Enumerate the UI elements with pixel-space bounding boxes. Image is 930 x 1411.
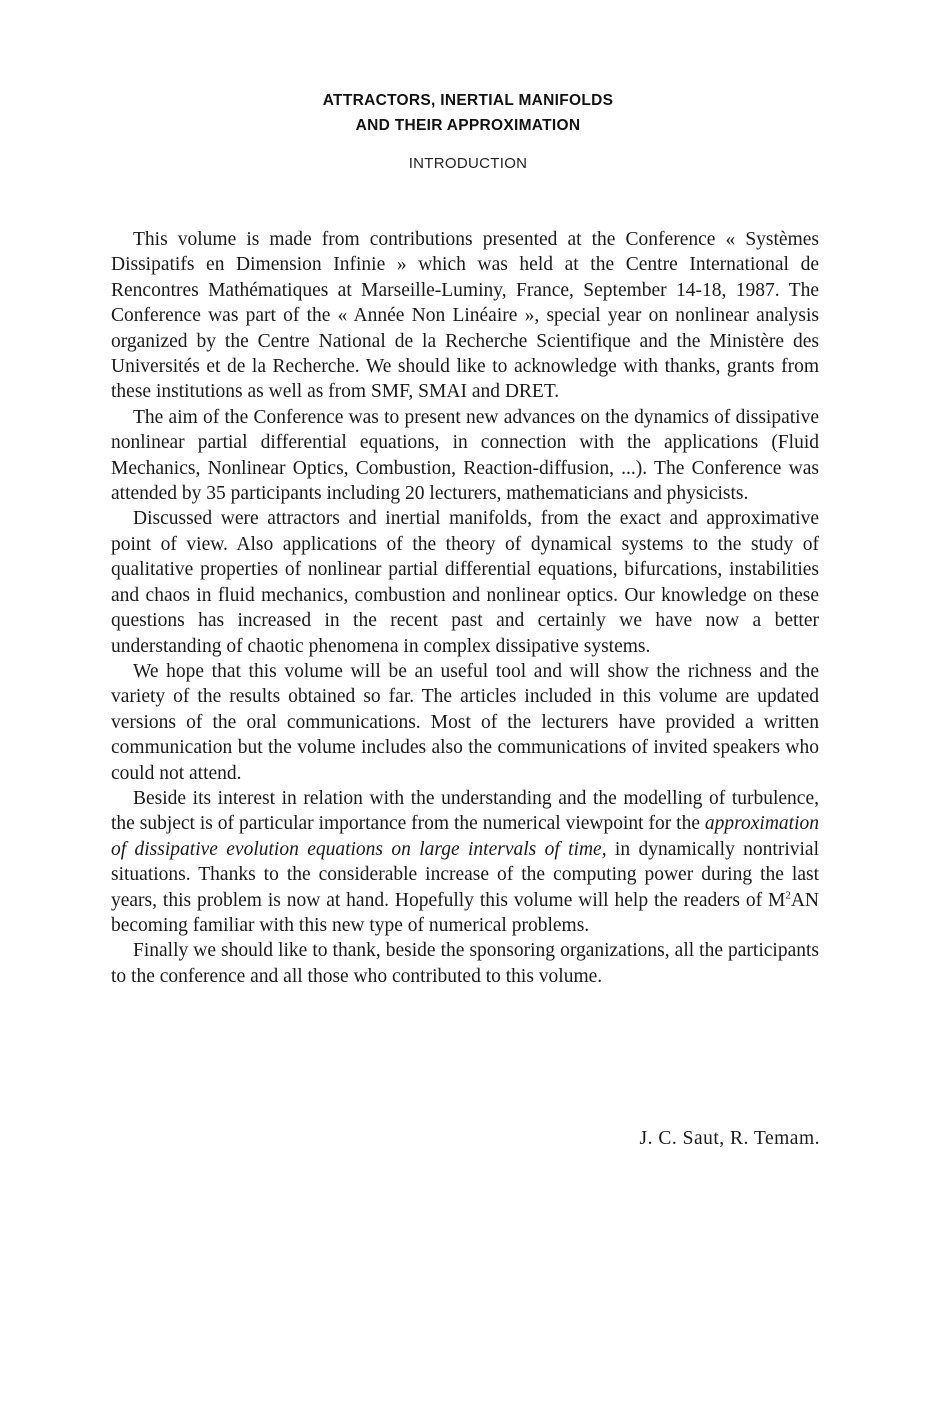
paragraph-5 <box>111 786 819 938</box>
introduction-body <box>111 227 819 989</box>
title-line-2: AND THEIR APPROXIMATION <box>355 117 581 134</box>
paragraph-2: The aim of the Conference was to present new advances on the dynamics of dissipative nonlinear partial differential equations, in connection with the applications (Fluid Mechanics, Nonlinear Optics, Combustion, Reaction-diffusion, ...). The Conference was attended by 35 participants including 20 lecturers, mathematicians and physicists. <box>111 406 819 505</box>
paragraph-5-italic-phrase: approximation of dissipative evolution equations on large intervals of time, <box>111 813 819 860</box>
title-line-1: ATTRACTORS, INERTIAL MANIFOLDS <box>322 92 614 109</box>
paragraph-4: We hope that this volume will be an useful tool and will show the richness and the variety of the results obtained so far. The articles included in this volume are updated versions of the oral communications. Most of the lecturers have provided a written communication but the volume includes also the communications of invited speakers who could not attend. <box>111 660 819 784</box>
section-subtitle: INTRODUCTION <box>408 155 528 172</box>
author-signature: J. C. Saut, R. Temam. <box>639 1128 820 1149</box>
paragraph-5-part-c: AN becoming familiar with this new type of numerical problems. <box>111 889 819 936</box>
superscript-two: 2 <box>785 889 791 902</box>
paragraph-1: This volume is made from contributions presented at the Conference « Systèmes Dissipatifs en Dimension Infinie » which was held at the Centre International de Rencontres Mathématiques at Marseille-Luminy, France, September 14-18, 1987. The Conference was part of the « Année Non Linéaire », special year on nonlinear analysis organized by the Centre National de la Recherche Scientifique and the Ministère des Universités et de la Recherche. We should like to acknowledge with thanks, grants from these institutions as well as from SMF, SMAI and DRET. <box>111 229 819 403</box>
paragraph-3: Discussed were attractors and inertial manifolds, from the exact and approximative point of view. Also applications of the theory of dynamical systems to the study of qualitative properties of nonlinear partial differential equations, bifurcations, instabilities and chaos in fluid mechanics, combustion and nonlinear optics. Our knowledge on these questions has increased in the recent past and certainly we have now a better understanding of chaotic phenomena in complex dissipative systems. <box>111 508 819 657</box>
paragraph-5-part-b: in dynamically nontrivial situations. Thanks to the considerable increase of the computing power during the last years, this problem is now at hand. Hopefully this volume will help the readers of M <box>111 838 820 911</box>
paragraph-5-part-a: Beside its interest in relation with the understanding and the modelling of turbulence, the subject is of particular importance from the numerical viewpoint for the <box>111 787 819 835</box>
paragraph-6: Finally we should like to thank, beside the sponsoring organizations, all the participants to the conference and all those who contributed to this volume. <box>111 940 819 987</box>
